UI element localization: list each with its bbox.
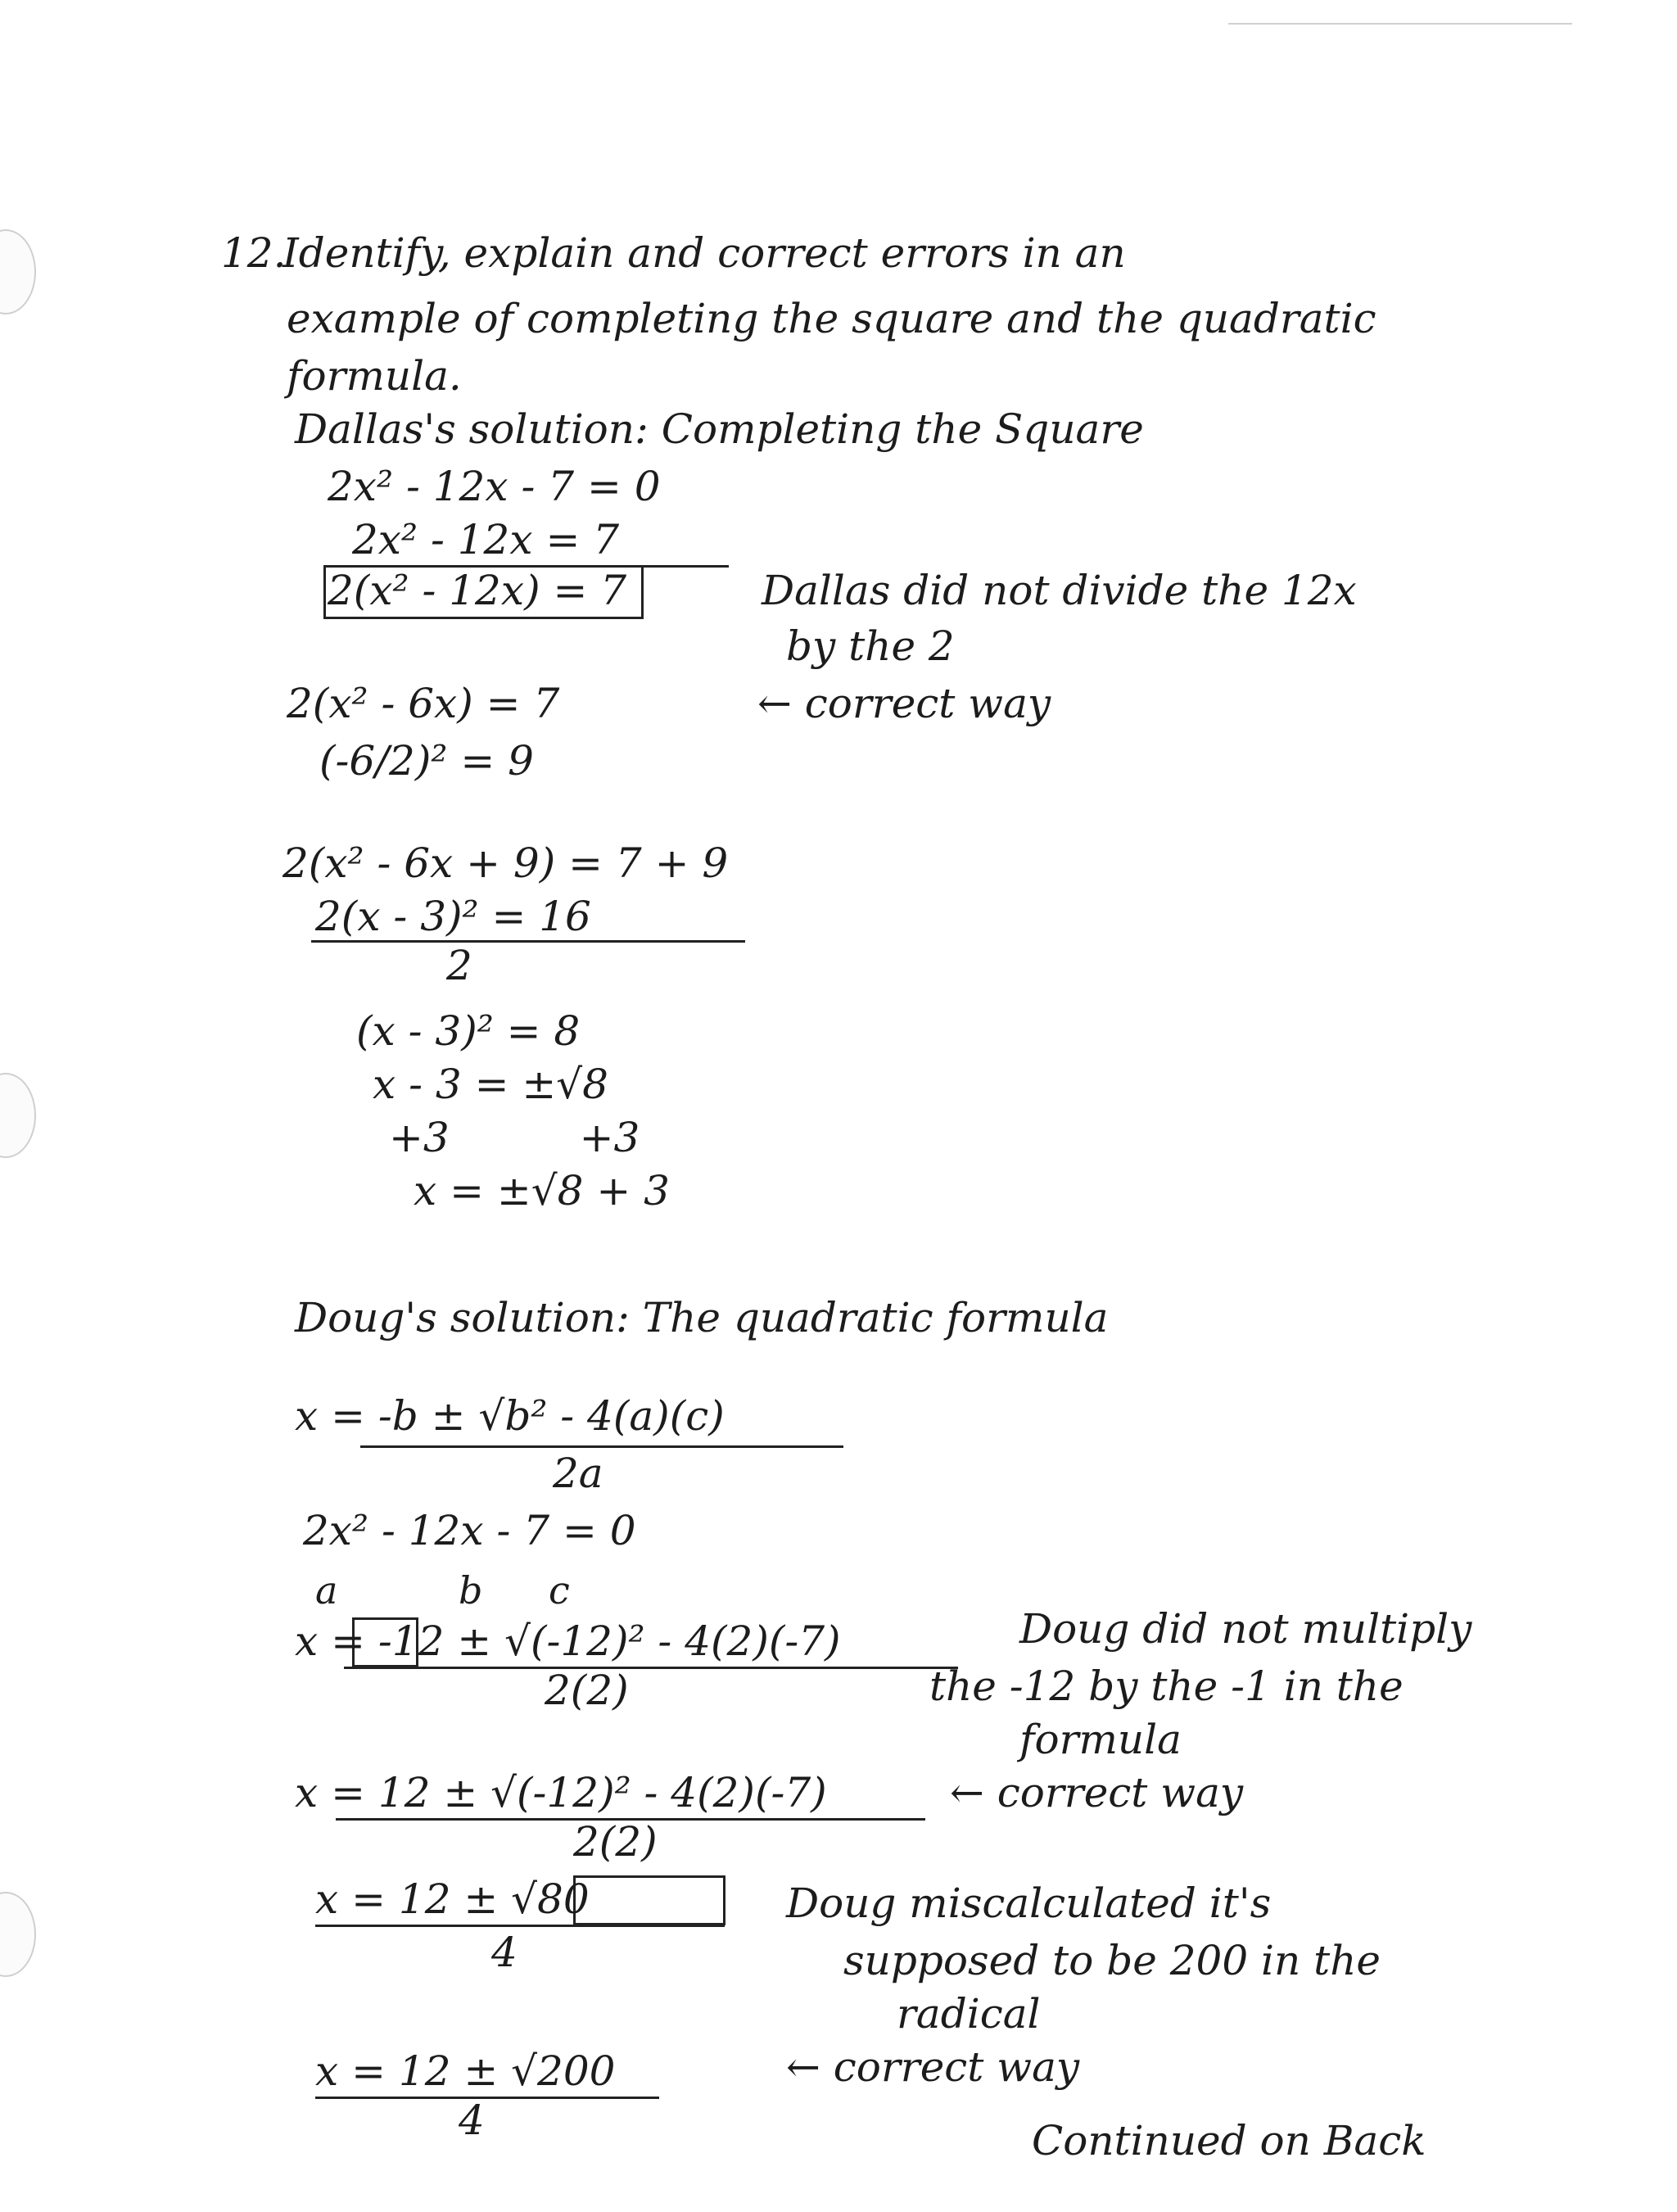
doug-wrong-top: x = -12 ± √(-12)² - 4(2)(-7) [295,1617,841,1665]
problem-number: 12. [221,229,287,277]
dallas-divisor: 2 [446,942,472,989]
doug-formula-top: x = -b ± √b² - 4(a)(c) [295,1392,725,1440]
doug-correct-note: ← correct way [950,1769,1244,1816]
dallas-step-2: 2x² - 12x = 7 [352,516,620,563]
dallas-step-8: (x - 3)² = 8 [356,1007,581,1055]
doug-radical-box [573,1875,725,1925]
dallas-step-9: x - 3 = ±√8 [373,1061,608,1108]
dallas-step-6: 2(x² - 6x + 9) = 7 + 9 [283,839,729,887]
dallas-note-2: by the 2 [786,622,955,670]
doug-correct-top: x = 12 ± √(-12)² - 4(2)(-7) [295,1769,827,1816]
dallas-heading: Dallas's solution: Completing the Square [295,405,1144,453]
dallas-fraction-bar [311,940,745,943]
dallas-note-1: Dallas did not divide the 12x [762,567,1357,614]
doug-wrong2-top: x = 12 ± √80 [315,1875,590,1923]
doug-label-a: a [315,1568,338,1613]
scan-edge-line [1228,23,1572,25]
continued-on-back: Continued on Back [1032,2117,1426,2165]
problem-line-2: example of completing the square and the quadratic [287,295,1376,342]
problem-line-3: formula. [287,352,462,400]
doug-equation: 2x² - 12x - 7 = 0 [303,1507,636,1554]
doug-fixed-bar [315,2097,659,2099]
doug-note-1a: Doug did not multiply [1019,1605,1472,1653]
doug-wrong-bar [344,1667,958,1669]
doug-label-b: b [459,1568,483,1613]
doug-heading: Doug's solution: The quadratic formula [295,1294,1109,1341]
doug-note-1b: the -12 by the -1 in the [929,1662,1404,1710]
doug-fixed-bottom: 4 [459,2097,485,2144]
dallas-step-5: (-6/2)² = 9 [319,737,534,785]
doug-wrong-bottom: 2(2) [545,1667,629,1714]
binder-hole-bottom [0,1892,36,1977]
dallas-step-10: +3 +3 [389,1114,640,1161]
binder-hole-middle [0,1073,36,1158]
dallas-step-3: 2(x² - 12x) = 7 [328,567,627,614]
dallas-step-1: 2x² - 12x - 7 = 0 [328,463,661,510]
dallas-step-7: 2(x - 3)² = 16 [315,893,591,940]
dallas-step-11: x = ±√8 + 3 [414,1167,670,1215]
doug-formula-bar [360,1445,843,1448]
doug-note-2c: radical [897,1990,1041,2038]
doug-note-2a: Doug miscalculated it's [786,1880,1272,1927]
dallas-step-4: 2(x² - 6x) = 7 [287,680,560,727]
doug-fixed-note: ← correct way [786,2043,1080,2091]
doug-correct-bottom: 2(2) [573,1818,658,1866]
doug-note-2b: supposed to be 200 in the [843,1937,1381,1984]
binder-hole-top [0,229,36,314]
doug-formula-bottom: 2a [553,1450,603,1497]
problem-line-1: Identify, explain and correct errors in an [283,229,1126,277]
doug-label-c: c [549,1568,570,1613]
doug-wrong2-bottom: 4 [491,1929,518,1976]
doug-fixed-top: x = 12 ± √200 [315,2047,616,2095]
doug-note-1c: formula [1019,1716,1182,1763]
doug-wrong2-bar [315,1925,725,1927]
dallas-note-3: ← correct way [757,680,1051,727]
